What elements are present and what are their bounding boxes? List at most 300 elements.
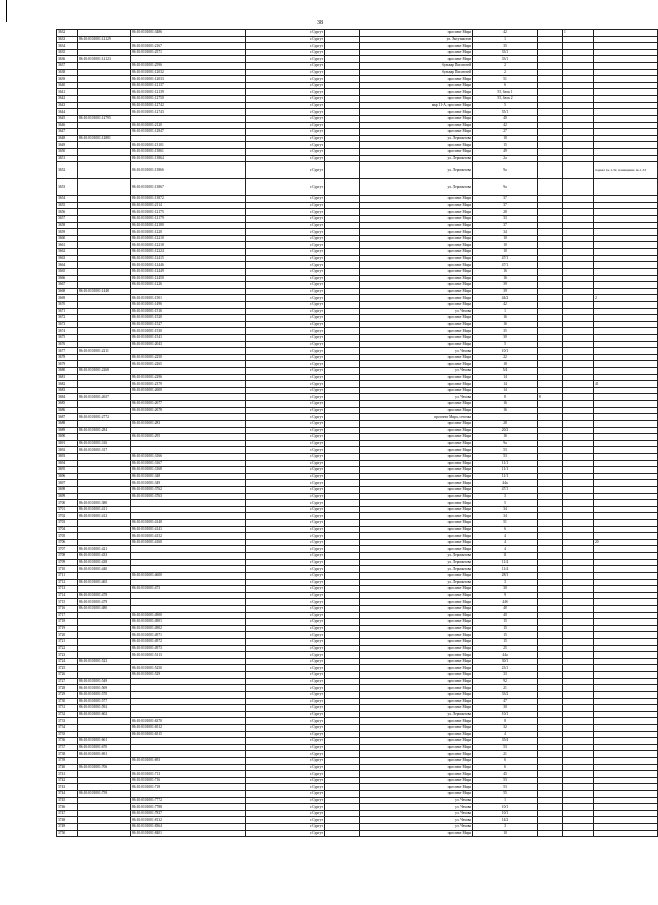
house-cell: 18	[473, 361, 538, 368]
city-cell: г.Сургут	[246, 341, 325, 348]
extra-cell-1	[538, 513, 563, 520]
blank-cell	[325, 632, 360, 639]
street-cell: проспект Мира	[360, 229, 473, 236]
blank-cell	[325, 500, 360, 507]
blank-cell	[325, 368, 360, 375]
house-cell: 45	[473, 771, 538, 778]
house-cell: 33/1	[473, 49, 538, 56]
extra-cell-3	[594, 368, 658, 375]
blank-cell	[325, 672, 360, 679]
extra-cell-1	[538, 102, 563, 109]
extra-cell-1	[538, 480, 563, 487]
house-cell: 39	[473, 282, 538, 289]
extra-cell-2	[563, 295, 594, 302]
cadastral-number-b	[131, 348, 246, 355]
city-cell: г.Сургут	[246, 493, 325, 500]
extra-cell-2	[563, 262, 594, 269]
extra-cell-2	[563, 572, 594, 579]
extra-cell-1	[538, 36, 563, 43]
table-row	[57, 539, 658, 546]
cadastral-number-b	[131, 447, 246, 454]
cadastral-number-b	[131, 698, 246, 705]
row-number: 3687	[57, 414, 78, 421]
extra-cell-3	[594, 698, 658, 705]
table-row	[57, 341, 658, 348]
table-row	[57, 354, 658, 361]
cadastral-number-b	[131, 368, 246, 375]
cadastral-number-a	[78, 387, 131, 394]
blank-cell	[325, 566, 360, 573]
row-number: 3731	[57, 705, 78, 712]
blank-cell	[325, 222, 360, 229]
row-number: 3672	[57, 315, 78, 322]
house-cell: 33	[473, 216, 538, 223]
street-cell: проспект Мира	[360, 202, 473, 209]
cadastral-number-a	[78, 82, 131, 89]
street-cell: проспект Мира	[360, 658, 473, 665]
table-row	[57, 751, 658, 758]
table-row	[57, 381, 658, 388]
extra-cell-3	[594, 467, 658, 474]
city-cell: г.Сургут	[246, 440, 325, 447]
table-row	[57, 533, 658, 540]
street-cell: проспект Мира	[360, 731, 473, 738]
cadastral-number-a	[78, 295, 131, 302]
house-cell: 27	[473, 129, 538, 136]
ledger-body	[57, 30, 658, 837]
extra-cell-1	[538, 757, 563, 764]
blank-cell	[325, 414, 360, 421]
cadastral-number-a	[78, 539, 131, 546]
extra-cell-2: 1	[563, 30, 594, 37]
city-cell: г.Сургут	[246, 791, 325, 798]
extra-cell-3	[594, 135, 658, 142]
cadastral-number-a	[78, 282, 131, 289]
street-cell: ул. Лермонтова	[360, 711, 473, 718]
row-number: 3749	[57, 824, 78, 831]
blank-cell	[325, 249, 360, 256]
extra-cell-3	[594, 625, 658, 632]
extra-cell-3	[594, 586, 658, 593]
street-cell: ул. Чехова	[360, 394, 473, 401]
street-cell: проспект Мира	[360, 685, 473, 692]
street-cell: проспект Мира	[360, 407, 473, 414]
extra-cell-2	[563, 546, 594, 553]
cadastral-number-b: 86:10:0101001:12415	[131, 255, 246, 262]
blank-cell	[325, 196, 360, 203]
cadastral-number-a	[78, 262, 131, 269]
cadastral-number-b: 86:10:0101001:12179	[131, 216, 246, 223]
extra-cell-3	[594, 526, 658, 533]
street-cell: проспект Мира	[360, 30, 473, 37]
extra-cell-2	[563, 354, 594, 361]
cadastral-number-a	[78, 652, 131, 659]
cadastral-number-a	[78, 202, 131, 209]
house-cell: 10	[473, 830, 538, 837]
city-cell: г.Сургут	[246, 751, 325, 758]
cadastral-number-a: 86:10:0101001:478	[78, 592, 131, 599]
table-row	[57, 394, 658, 401]
row-number: 3727	[57, 678, 78, 685]
blank-cell	[325, 374, 360, 381]
street-cell: проспект Мира	[360, 129, 473, 136]
extra-cell-2	[563, 440, 594, 447]
city-cell: г.Сургут	[246, 685, 325, 692]
street-cell: проспект Мира	[360, 639, 473, 646]
extra-cell-1	[538, 56, 563, 63]
city-cell: г.Сургут	[246, 82, 325, 89]
street-cell: проспект Мира	[360, 89, 473, 96]
table-row	[57, 652, 658, 659]
house-cell: 53	[473, 784, 538, 791]
blank-cell	[325, 295, 360, 302]
extra-cell-2	[563, 718, 594, 725]
extra-cell-3	[594, 705, 658, 712]
extra-cell-3	[594, 109, 658, 116]
blank-cell	[325, 460, 360, 467]
table-row	[57, 76, 658, 83]
city-cell: г.Сургут	[246, 242, 325, 249]
cadastral-number-b: 86:10:0101001:7788	[131, 804, 246, 811]
row-number: 3736	[57, 738, 78, 745]
house-cell: 53	[473, 777, 538, 784]
city-cell: г.Сургут	[246, 586, 325, 593]
extra-cell-1	[538, 354, 563, 361]
row-number: 3703	[57, 520, 78, 527]
extra-cell-2	[563, 520, 594, 527]
extra-cell-2	[563, 777, 594, 784]
city-cell: г.Сургут	[246, 407, 325, 414]
table-row	[57, 202, 658, 209]
page-number: 38	[317, 20, 323, 26]
extra-cell-3	[594, 579, 658, 586]
extra-cell-3	[594, 685, 658, 692]
blank-cell	[325, 122, 360, 129]
city-cell: г.Сургут	[246, 632, 325, 639]
cadastral-number-b: 86:10:0101001:12449	[131, 268, 246, 275]
house-cell: 30	[473, 586, 538, 593]
extra-cell-2	[563, 89, 594, 96]
house-cell: 5/4	[473, 368, 538, 375]
cadastral-number-b: 86:10:0101001:13101	[131, 142, 246, 149]
blank-cell	[325, 89, 360, 96]
table-row	[57, 242, 658, 249]
street-cell: проспект Мира	[360, 645, 473, 652]
table-row	[57, 255, 658, 262]
street-cell: проспект Мира	[360, 592, 473, 599]
extra-cell-3: 20	[594, 539, 658, 546]
table-row	[57, 30, 658, 37]
extra-cell-2	[563, 599, 594, 606]
row-number: 3725	[57, 665, 78, 672]
city-cell: г.Сургут	[246, 658, 325, 665]
street-cell: проспект Мира	[360, 625, 473, 632]
city-cell: г.Сургут	[246, 414, 325, 421]
cadastral-number-b: 86:10:0101001:1541	[131, 334, 246, 341]
cadastral-number-a	[78, 30, 131, 37]
table-row	[57, 784, 658, 791]
house-cell: 44а	[473, 480, 538, 487]
city-cell: г.Сургут	[246, 592, 325, 599]
blank-cell	[325, 751, 360, 758]
extra-cell-2	[563, 797, 594, 804]
city-cell: г.Сургут	[246, 109, 325, 116]
extra-cell-3	[594, 447, 658, 454]
house-cell: 10/1	[473, 711, 538, 718]
street-cell: проспект Мира	[360, 142, 473, 149]
city-cell: г.Сургут	[246, 89, 325, 96]
table-row	[57, 731, 658, 738]
extra-cell-1	[538, 282, 563, 289]
street-cell: проспект Мира	[360, 480, 473, 487]
extra-cell-2	[563, 453, 594, 460]
city-cell: г.Сургут	[246, 645, 325, 652]
house-cell: 25	[473, 645, 538, 652]
extra-cell-1	[538, 268, 563, 275]
row-number: 3674	[57, 328, 78, 335]
street-cell: ул. Чехова	[360, 348, 473, 355]
row-number: 3659	[57, 229, 78, 236]
extra-cell-2	[563, 249, 594, 256]
cadastral-number-b: 86:10:0101001:3763	[131, 493, 246, 500]
street-cell: проспект Мира	[360, 672, 473, 679]
extra-cell-2	[563, 401, 594, 408]
extra-cell-1	[538, 691, 563, 698]
extra-cell-3	[594, 122, 658, 129]
city-cell: г.Сургут	[246, 420, 325, 427]
city-cell: г.Сургут	[246, 520, 325, 527]
street-cell: проспект Мира	[360, 506, 473, 513]
extra-cell-3	[594, 216, 658, 223]
blank-cell	[325, 102, 360, 109]
extra-cell-1	[538, 559, 563, 566]
row-number: 3738	[57, 751, 78, 758]
extra-cell-3	[594, 420, 658, 427]
street-cell: ул. Лермонтова	[360, 579, 473, 586]
extra-cell-1	[538, 632, 563, 639]
row-number: 3693	[57, 453, 78, 460]
row-number: 3666	[57, 275, 78, 282]
extra-cell-1	[538, 387, 563, 394]
city-cell: г.Сургут	[246, 235, 325, 242]
cadastral-number-a	[78, 572, 131, 579]
blank-cell	[325, 148, 360, 155]
city-cell: г.Сургут	[246, 229, 325, 236]
extra-cell-1	[538, 288, 563, 295]
extra-cell-2	[563, 275, 594, 282]
blank-cell	[325, 394, 360, 401]
cadastral-number-b	[131, 135, 246, 142]
house-cell: 30	[473, 705, 538, 712]
extra-cell-3	[594, 665, 658, 672]
street-cell: проспект Мира	[360, 440, 473, 447]
margin-note: подвал 1к-1-32, помещение 1к-1-33	[595, 168, 647, 173]
table-row	[57, 268, 658, 275]
cadastral-number-a: 86:10:0101001:465	[78, 579, 131, 586]
house-cell: 37	[473, 222, 538, 229]
cadastral-number-b: 86:10:0101001:13864	[131, 155, 246, 162]
cadastral-number-b: 86:10:0101001:1516	[131, 308, 246, 315]
street-cell: проспект Мира	[360, 148, 473, 155]
row-number: 3639	[57, 76, 78, 83]
street-cell: ул. Лермонтова	[360, 162, 473, 179]
extra-cell-1	[538, 678, 563, 685]
cadastral-number-a	[78, 242, 131, 249]
table-row	[57, 738, 658, 745]
extra-cell-1	[538, 744, 563, 751]
house-cell: 4	[473, 731, 538, 738]
extra-cell-3	[594, 724, 658, 731]
cadastral-number-b	[131, 705, 246, 712]
street-cell: проспект Мира	[360, 43, 473, 50]
table-row	[57, 553, 658, 560]
city-cell: г.Сургут	[246, 771, 325, 778]
house-cell: 9	[473, 592, 538, 599]
blank-cell	[325, 216, 360, 223]
cadastral-number-b: 86:10:0101001:1220	[131, 229, 246, 236]
extra-cell-3	[594, 473, 658, 480]
cadastral-number-a	[78, 632, 131, 639]
table-row	[57, 56, 658, 63]
street-cell: проспект Мира	[360, 619, 473, 626]
house-cell: 11/1	[473, 467, 538, 474]
house-cell: 1	[473, 797, 538, 804]
extra-cell-1	[538, 129, 563, 136]
city-cell: г.Сургут	[246, 639, 325, 646]
cadastral-number-a	[78, 216, 131, 223]
extra-cell-1	[538, 179, 563, 196]
row-number: 3655	[57, 202, 78, 209]
cadastral-number-a	[78, 49, 131, 56]
table-row	[57, 810, 658, 817]
cadastral-number-b: 86:10:0101001:12032	[131, 69, 246, 76]
blank-cell	[325, 202, 360, 209]
extra-cell-3	[594, 394, 658, 401]
city-cell: г.Сургут	[246, 526, 325, 533]
table-row	[57, 249, 658, 256]
extra-cell-1	[538, 625, 563, 632]
blank-cell	[325, 63, 360, 70]
row-number: 3662	[57, 249, 78, 256]
blank-cell	[325, 453, 360, 460]
extra-cell-3	[594, 599, 658, 606]
blank-cell	[325, 665, 360, 672]
extra-cell-3	[594, 162, 658, 179]
house-cell: 16	[473, 401, 538, 408]
table-row	[57, 830, 658, 837]
cadastral-number-b	[131, 394, 246, 401]
extra-cell-2	[563, 268, 594, 275]
extra-cell-3	[594, 751, 658, 758]
cadastral-number-a	[78, 467, 131, 474]
row-number: 3734	[57, 724, 78, 731]
cadastral-number-b: 86:10:0101001:693	[131, 757, 246, 764]
city-cell: г.Сургут	[246, 698, 325, 705]
house-cell: 6	[473, 757, 538, 764]
table-row	[57, 209, 658, 216]
extra-cell-1	[538, 810, 563, 817]
city-cell: г.Сургут	[246, 115, 325, 122]
blank-cell	[325, 235, 360, 242]
blank-cell	[325, 592, 360, 599]
extra-cell-1	[538, 89, 563, 96]
city-cell: г.Сургут	[246, 777, 325, 784]
cadastral-number-a	[78, 830, 131, 837]
cadastral-number-b: 86:10:0101001:12847	[131, 129, 246, 136]
city-cell: г.Сургут	[246, 282, 325, 289]
table-row	[57, 368, 658, 375]
street-cell: проспект Мира	[360, 196, 473, 203]
house-cell: 21	[473, 685, 538, 692]
street-cell: ул. Чехова	[360, 308, 473, 315]
extra-cell-1	[538, 235, 563, 242]
row-number: 3689	[57, 427, 78, 434]
cadastral-number-b	[131, 711, 246, 718]
house-cell: 28	[473, 420, 538, 427]
cadastral-number-b	[131, 605, 246, 612]
cadastral-number-b: 86:10:0101001:13872	[131, 196, 246, 203]
extra-cell-3	[594, 49, 658, 56]
cadastral-number-a	[78, 665, 131, 672]
row-number: 3636	[57, 56, 78, 63]
row-number: 3656	[57, 209, 78, 216]
street-cell: проспект Мира	[360, 691, 473, 698]
row-number: 3663	[57, 255, 78, 262]
cadastral-number-b: 86:10:0101001:4600	[131, 572, 246, 579]
extra-cell-1	[538, 202, 563, 209]
house-cell: 9а	[473, 440, 538, 447]
row-number: 3669	[57, 295, 78, 302]
blank-cell	[325, 771, 360, 778]
extra-cell-1	[538, 705, 563, 712]
extra-cell-3	[594, 764, 658, 771]
street-cell: проспект Мира	[360, 96, 473, 103]
row-number: 3649	[57, 142, 78, 149]
extra-cell-2	[563, 751, 594, 758]
street-cell: проспект Мира	[360, 374, 473, 381]
row-number: 3722	[57, 645, 78, 652]
house-cell: 5	[473, 500, 538, 507]
blank-cell	[325, 830, 360, 837]
cadastral-number-a: 86:10:0101001:438	[78, 559, 131, 566]
extra-cell-1	[538, 493, 563, 500]
table-row	[57, 401, 658, 408]
extra-cell-2	[563, 414, 594, 421]
house-cell: 14	[473, 381, 538, 388]
row-number: 3648	[57, 135, 78, 142]
blank-cell	[325, 599, 360, 606]
city-cell: г.Сургут	[246, 56, 325, 63]
street-cell: проспект Мира	[360, 242, 473, 249]
extra-cell-1	[538, 275, 563, 282]
table-row	[57, 69, 658, 76]
blank-cell	[325, 96, 360, 103]
cadastral-number-a	[78, 817, 131, 824]
cadastral-number-b: 86:10:0101001:6515	[131, 731, 246, 738]
row-number: 3642	[57, 96, 78, 103]
cadastral-number-b: 86:10:0101001:4973	[131, 645, 246, 652]
house-cell: 37	[473, 202, 538, 209]
cadastral-number-a	[78, 526, 131, 533]
cadastral-number-b: 86:10:0101001:713	[131, 771, 246, 778]
extra-cell-2	[563, 148, 594, 155]
house-cell: 42	[473, 122, 538, 129]
table-row	[57, 718, 658, 725]
extra-cell-3	[594, 89, 658, 96]
street-cell: проспект Мира	[360, 301, 473, 308]
table-row	[57, 109, 658, 116]
extra-cell-1	[538, 434, 563, 441]
